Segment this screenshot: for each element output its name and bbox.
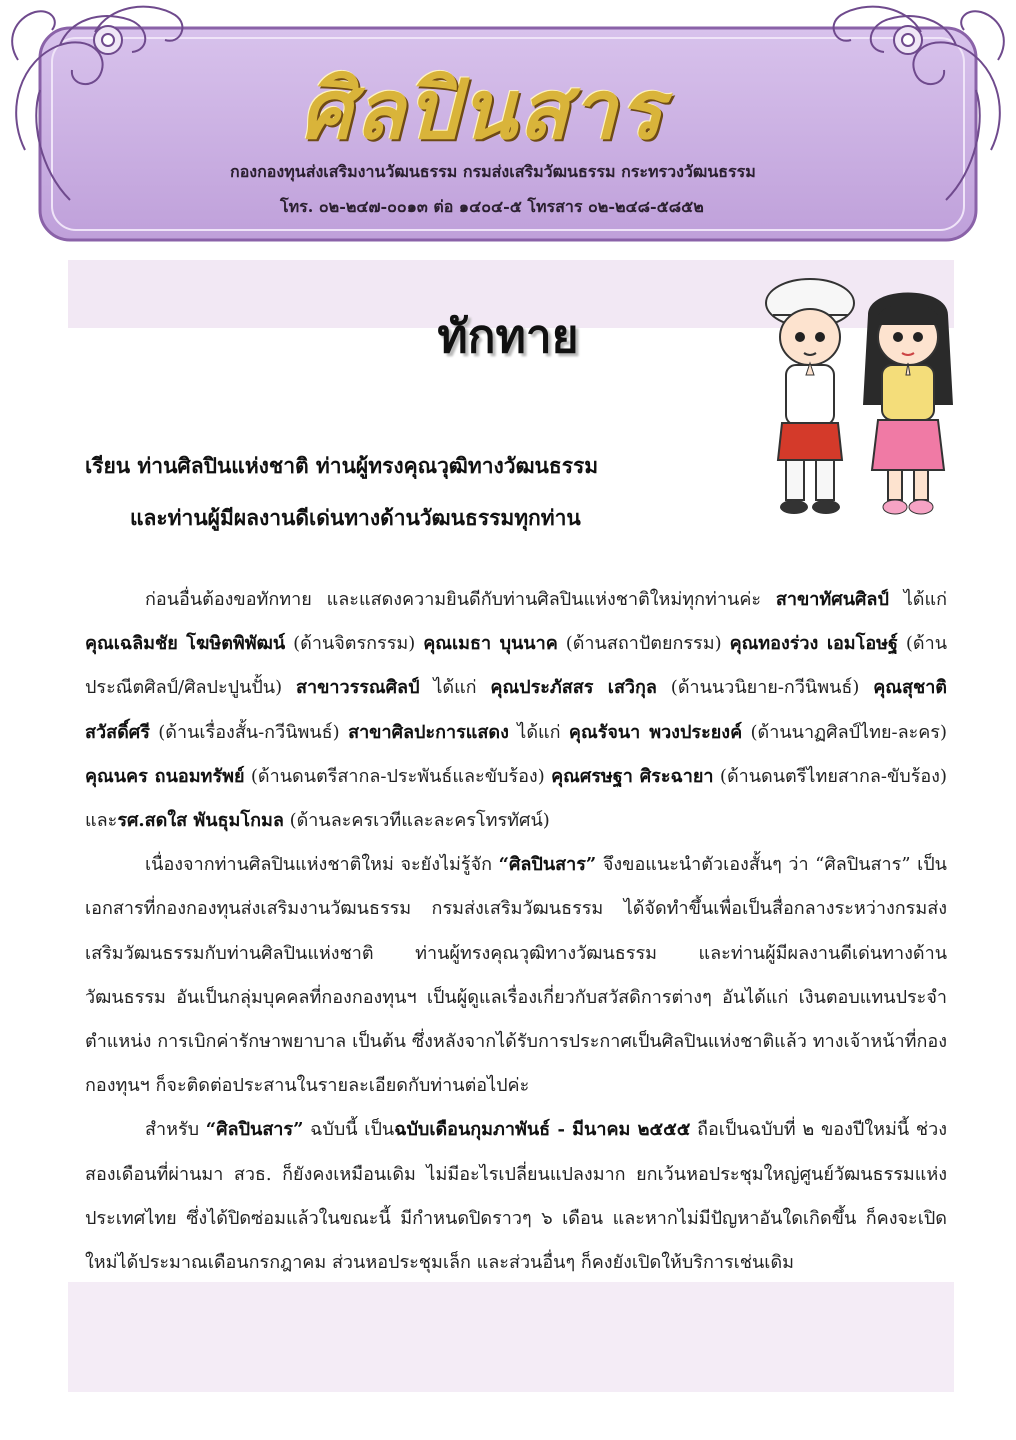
paragraph-2: เนื่องจากท่านศิลปินแห่งชาติใหม่ จะยังไม่รู้จัก “ศิลปินสาร” จึงขอแนะนำตัวเองสั้นๆ ว่า “ศิลปินสาร” เป็นเอกสารที่กองกองทุนส่งเสริมงานวัฒนธรรม กรมส่งเสริมวัฒนธรรม ได้จัดทำขึ้นเพื่อเป็นสื่อกลางระหว่างกรมส่งเสริมวัฒนธรรมกับท่านศิลปินแห่งชาติ ท่านผู้ทรงคุณวุฒิทางวัฒนธรรม และท่านผู้มีผลงานดีเด่นทางด้านวัฒนธรรม อันเป็นกลุ่มบุคคลที่กองกองทุนฯ เป็นผู้ดูแลเรื่องเกี่ยวกับสวัสดิการต่างๆ อันได้แก่ เงินตอบแทนประจำตำแหน่ง การเบิกค่ารักษาพยาบาล เป็นต้น ซึ่งหลังจากได้รับการประกาศเป็นศิลปินแห่งชาติแล้ว ทางเจ้าหน้าที่กองกองทุนฯ ก็จะติดต่อประสานในรายละเอียดกับท่านต่อไปค่ะ (85, 854, 947, 1097)
page-title: ทักทาย (437, 309, 579, 363)
salutation-line-1: เรียน ท่านศิลปินแห่งชาติ ท่านผู้ทรงคุณวุฒิทางวัฒนธรรม (85, 453, 599, 478)
greeting-children-illustration (758, 275, 968, 525)
boy-figure (766, 279, 854, 514)
contact-info: โทร. ๐๒-๒๔๗-๐๐๑๓ ต่อ ๑๔๐๔-๕ โทรสาร ๐๒-๒๔๘-๕๘๕๒ (280, 197, 704, 216)
letter-body (85, 578, 947, 1285)
girl-figure (863, 293, 953, 515)
highlight-band (68, 1282, 954, 1392)
paragraph-3: สำหรับ “ศิลปินสาร” ฉบับนี้ เป็นฉบับเดือนกุมภาพันธ์ - มีนาคม ๒๕๕๕ ถือเป็นฉบับที่ ๒ ของปีใหม่นี้ ช่วงสองเดือนที่ผ่านมา สวธ. ก็ยังคงเหมือนเดิม ไม่มีอะไรเปลี่ยนแปลงมาก ยกเว้นหอประชุมใหญ่ศูนย์วัฒนธรรมแห่งประเทศไทย ซึ่งได้ปิดซ่อมแล้วในขณะนี้ มีกำหนดปิดราวๆ ๖ เดือน และหากไม่มีปัญหาอันใดเกิดขึ้น ก็คงจะเปิดใหม่ได้ประมาณเดือนกรกฎาคม ส่วนหอประชุมเล็ก และส่วนอื่นๆ ก็คงยังเปิดให้บริการเช่นเดิม (85, 1119, 947, 1274)
masthead-logo-text: ศิลปินสาร (300, 62, 665, 158)
salutation (85, 440, 598, 544)
agency-name: กองกองทุนส่งเสริมงานวัฒนธรรม กรมส่งเสริมวัฒนธรรม กระทรวงวัฒนธรรม (230, 162, 756, 181)
salutation-line-2: และท่านผู้มีผลงานดีเด่นทางด้านวัฒนธรรมทุกท่าน (130, 505, 581, 530)
paragraph-1: ก่อนอื่นต้องขอทักทาย และแสดงความยินดีกับท่านศิลปินแห่งชาติใหม่ทุกท่านค่ะ สาขาทัศนศิลป์ ได้แก่ คุณเฉลิมชัย โฆษิตพิพัฒน์ (ด้านจิตรกรรม) คุณเมธา บุนนาค (ด้านสถาปัตยกรรม) คุณทองร่วง เอมโอษฐ์ (ด้านประณีตศิลป์/ศิลปะปูนปั้น) สาขาวรรณศิลป์ ได้แก่ คุณประภัสสร เสวิกุล (ด้านนวนิยาย-กวีนิพนธ์) คุณสุชาติ สวัสดิ์ศรี (ด้านเรื่องสั้น-กวีนิพนธ์) สาขาศิลปะการแสดง ได้แก่ คุณรัจนา พวงประยงค์ (ด้านนาฏศิลป์ไทย-ละคร) คุณนคร ถนอมทรัพย์ (ด้านดนตรีสากล-ประพันธ์และขับร้อง) คุณศรษฐา ศิระฉายา (ด้านดนตรีไทยสากล-ขับร้อง) และรศ.สดใส พันธุมโกมล (ด้านละครเวทีและละครโทรทัศน์) (85, 589, 948, 832)
